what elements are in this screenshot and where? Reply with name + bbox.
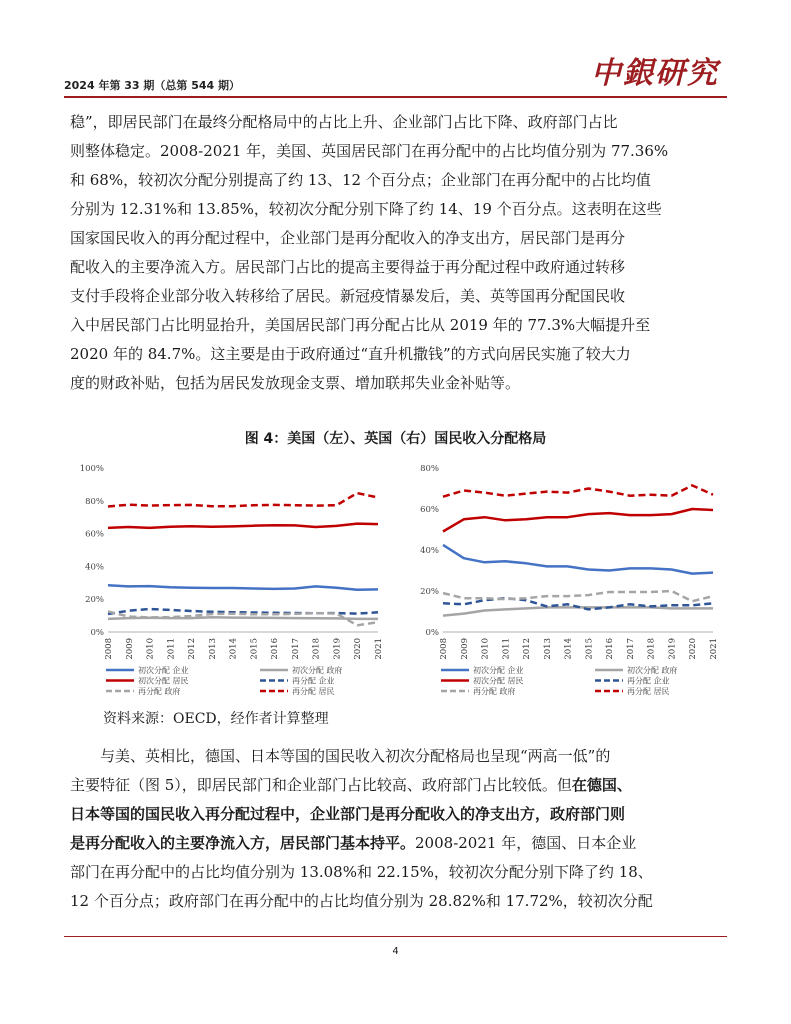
series-line <box>108 524 378 528</box>
series-line <box>108 493 378 506</box>
paragraph-2-line <box>70 829 720 858</box>
series-line <box>443 509 713 532</box>
series-line <box>443 545 713 574</box>
chart-svg <box>405 458 723 708</box>
series-line <box>443 591 713 601</box>
legend-label: 初次分配 居民 <box>473 676 524 686</box>
x-tick-label: 2011 <box>501 638 512 660</box>
x-tick-label: 2009 <box>459 638 470 660</box>
series-line <box>108 585 378 589</box>
x-tick-label: 2008 <box>439 638 449 660</box>
legend-label: 再分配 企业 <box>292 676 335 686</box>
legend-label: 再分配 居民 <box>627 687 670 696</box>
paragraph-1-line: 和 68%，较初次分配分别提高了约 13、12 个百分点；企业部门在再分配中的占比均值 <box>70 171 651 189</box>
brand-logo: 中銀研究 <box>591 56 719 91</box>
x-tick-label: 2019 <box>332 638 343 660</box>
chart-svg <box>70 458 388 708</box>
issue-label: 2024 年第 33 期（总第 544 期） <box>64 79 241 92</box>
paragraph-2-emphasis: 是再分配收入的主要净流入方，居民部门基本持平。 <box>70 834 416 852</box>
x-tick-label: 2015 <box>249 638 260 660</box>
paragraph-1 <box>70 108 720 398</box>
paragraph-2-text: 主要特征（图 5），即居民部门和企业部门占比较高、政府部门占比较低。但 <box>70 776 572 794</box>
x-tick-label: 2009 <box>124 638 135 660</box>
figure-source: 资料来源：OECD，经作者计算整理 <box>103 711 329 727</box>
paragraph-2-emphasis: 日本等国的国民收入再分配过程中，企业部门是再分配收入的净支出方，政府部门则 <box>70 805 626 823</box>
x-tick-label: 2013 <box>207 638 218 660</box>
paragraph-1-line: 2020 年的 84.7%。这主要是由于政府通过“直升机撒钱”的方式向居民实施了较大力 <box>70 345 631 363</box>
legend-label: 再分配 政府 <box>473 687 516 696</box>
legend-label: 初次分配 居民 <box>138 676 189 686</box>
x-tick-label: 2014 <box>228 638 239 660</box>
y-tick-label: 60% <box>85 529 104 540</box>
x-tick-label: 2021 <box>709 638 719 660</box>
legend-label: 初次分配 政府 <box>292 666 343 675</box>
x-tick-label: 2010 <box>145 638 156 660</box>
paragraph-2-line: 12 个百分点；政府部门在再分配中的占比均值分别为 28.82%和 17.72%，较初次分配 <box>70 892 653 910</box>
x-tick-label: 2017 <box>290 638 301 660</box>
x-tick-label: 2016 <box>605 638 616 660</box>
series-line <box>443 607 713 615</box>
x-tick-label: 2020 <box>353 638 364 660</box>
paragraph-1-line: 国家国民收入的再分配过程中，企业部门是再分配收入的净支出方，居民部门是再分 <box>70 229 626 247</box>
x-tick-label: 2008 <box>104 638 114 660</box>
x-tick-label: 2018 <box>646 638 657 660</box>
legend-label: 初次分配 政府 <box>627 666 678 675</box>
x-tick-label: 2017 <box>625 638 636 660</box>
paragraph-1-line: 分别为 12.31%和 13.85%，较初次分配分别下降了约 14、19 个百分点。这表明在这些 <box>70 200 662 218</box>
paragraph-2-text: 2008-2021 年，德国、日本企业 <box>415 834 637 852</box>
paragraph-2 <box>70 742 720 916</box>
paragraph-1-line: 支付手段将企业部分收入转移给了居民。新冠疫情暴发后，美、英等国再分配国民收 <box>70 287 626 305</box>
paragraph-2-line: 与美、英相比，德国、日本等国的国民收入初次分配格局也呈现“两高一低”的 <box>100 747 611 765</box>
legend-label: 初次分配 企业 <box>473 666 524 675</box>
legend-label: 再分配 企业 <box>627 676 670 686</box>
series-line <box>108 617 378 619</box>
series-line <box>443 485 713 496</box>
y-tick-label: 0% <box>90 628 104 638</box>
chart-uk <box>405 458 723 712</box>
x-tick-label: 2012 <box>522 638 533 660</box>
y-tick-label: 60% <box>420 505 439 515</box>
paragraph-1-line: 则整体稳定。2008-2021 年，美国、英国居民部门在再分配中的占比均值分别为 77.36% <box>70 142 669 160</box>
x-tick-label: 2018 <box>311 638 322 660</box>
page-number: 4 <box>392 946 399 957</box>
y-tick-label: 80% <box>85 496 104 507</box>
y-tick-label: 20% <box>420 587 439 597</box>
legend-label: 再分配 政府 <box>138 687 181 696</box>
paragraph-1-line: 入中居民部门占比明显抬升，美国居民部门再分配占比从 2019 年的 77.3%大幅提升至 <box>70 316 651 334</box>
y-tick-label: 20% <box>85 595 104 606</box>
x-tick-label: 2011 <box>166 638 177 660</box>
paragraph-1-line: 度的财政补贴，包括为居民发放现金支票、增加联邦失业金补贴等。 <box>70 374 521 392</box>
x-tick-label: 2013 <box>542 638 553 660</box>
y-tick-label: 40% <box>85 562 104 573</box>
legend-label: 初次分配 企业 <box>138 666 189 675</box>
x-tick-label: 2019 <box>667 638 678 660</box>
x-tick-label: 2012 <box>187 638 198 660</box>
footer-divider <box>64 936 727 937</box>
y-tick-label: 0% <box>425 628 439 638</box>
paragraph-2-line: 部门在再分配中的占比均值分别为 13.08%和 22.15%，较初次分配分别下降了约 18、 <box>70 863 653 881</box>
chart-us <box>70 458 388 712</box>
y-tick-label: 40% <box>420 546 439 556</box>
x-tick-label: 2020 <box>688 638 699 660</box>
x-tick-label: 2014 <box>563 638 574 660</box>
legend-label: 再分配 居民 <box>292 687 335 696</box>
y-tick-label: 100% <box>79 464 104 474</box>
x-tick-label: 2015 <box>584 638 595 660</box>
header-divider <box>64 96 727 98</box>
paragraph-1-line: 配收入的主要净流入方。居民部门占比的提高主要得益于再分配过程中政府通过转移 <box>70 258 626 276</box>
x-tick-label: 2010 <box>480 638 491 660</box>
figure-title: 图 4：美国（左）、英国（右）国民收入分配格局 <box>244 431 547 447</box>
paragraph-2-line <box>70 771 720 800</box>
paragraph-1-line: 稳”，即居民部门在最终分配格局中的占比上升、企业部门占比下降、政府部门占比 <box>70 113 618 131</box>
y-tick-label: 80% <box>420 464 439 474</box>
x-tick-label: 2021 <box>374 638 384 660</box>
paragraph-2-emphasis: 在德国、 <box>571 776 632 794</box>
x-tick-label: 2016 <box>270 638 281 660</box>
